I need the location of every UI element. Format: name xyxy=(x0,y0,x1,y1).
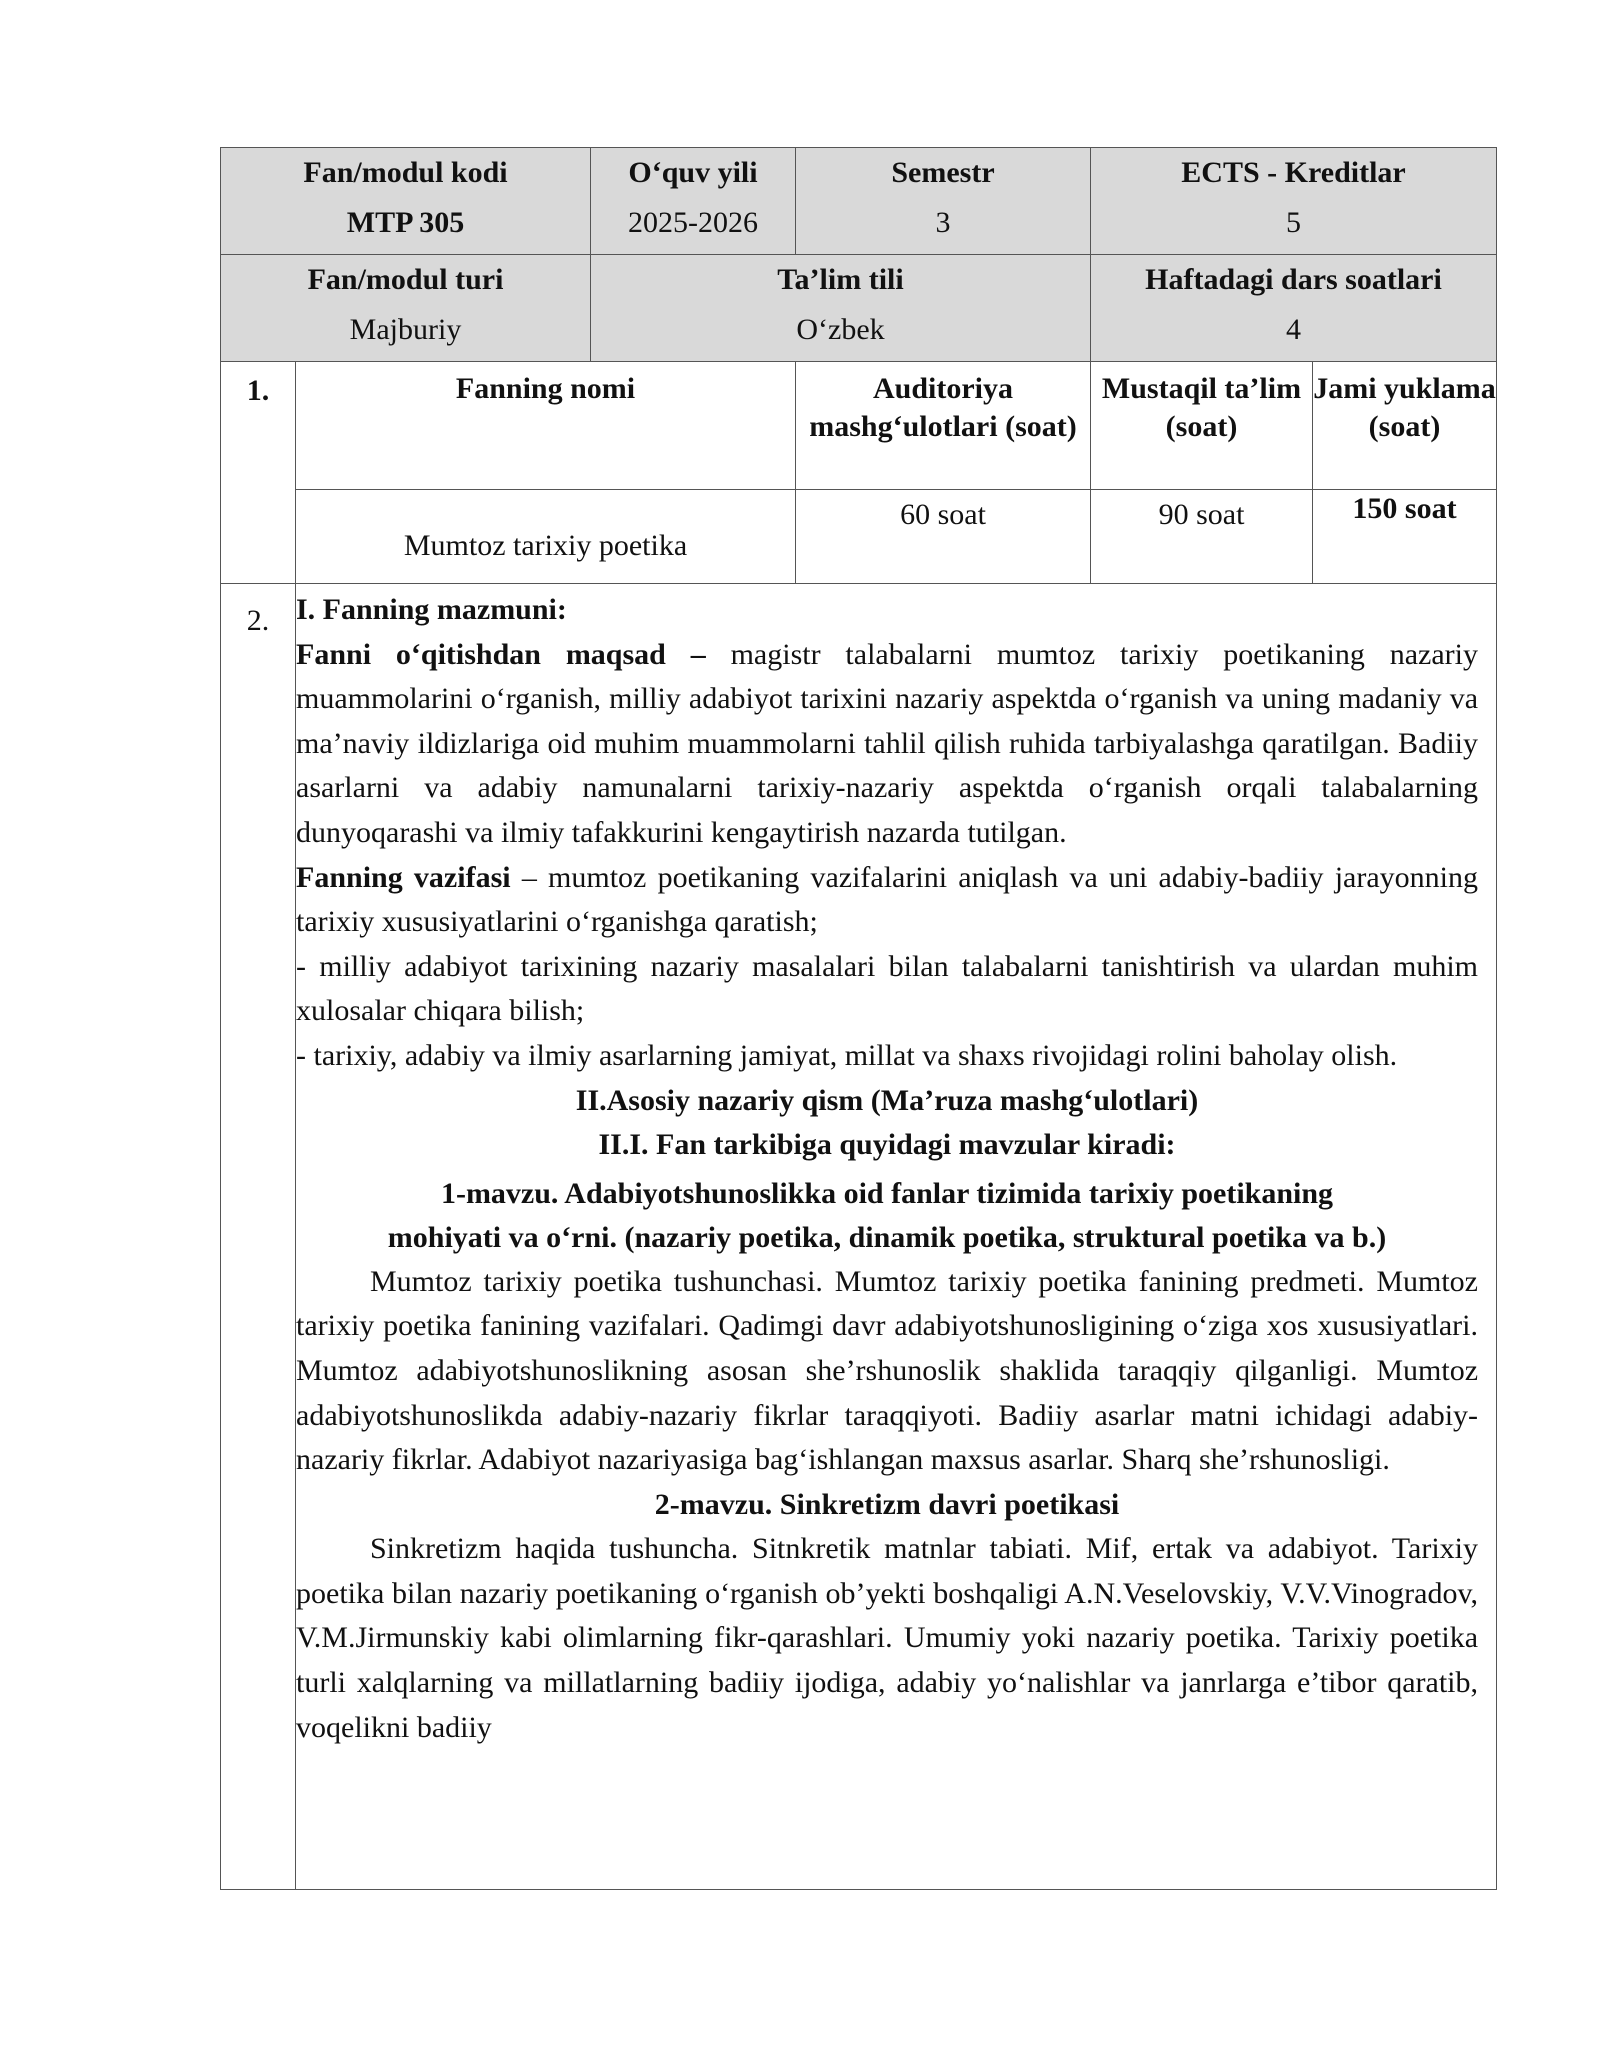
tasks-label: Fanning vazifasi xyxy=(296,860,511,894)
ects-value: 5 xyxy=(1286,206,1301,239)
row-1-values xyxy=(221,490,1497,584)
independent-study-value: 90 soat xyxy=(1091,490,1313,584)
topic-1-text: Mumtoz tarixiy poetika tushunchasi. Mumtoz tarixiy poetika fanining predmeti. Mumtoz tarixiy poetika fanining vazifalari. Qadimgi davr adabiyotshunosligining o‘ziga xos xususiyatlari. Mumtoz adabiyotshunoslikning asosan she’rshunoslik shaklida taraqqiy qilganligi. Mumtoz adabiyotshunoslikda adabiy-nazariy fikrlar taraqqiyoti. Badiiy asarlar matni ichidagi adabiy-nazariy fikrlar. Adabiyot nazariyasiga bag‘ishlangan maxsus asarlar. Sharq she’rshunosligi. xyxy=(296,1264,1479,1477)
study-year-value: 2025-2026 xyxy=(628,206,758,239)
language-value: O‘zbek xyxy=(796,313,885,346)
tasks-item-3: - tarixiy, adabiy va ilmiy asarlarning jamiyat, millat va shaxs rivojidagi rolini baholay olish. xyxy=(296,1038,1398,1072)
module-type-value: Majburiy xyxy=(349,313,462,346)
study-year-label: O‘quv yili xyxy=(628,156,758,189)
total-load-value: 150 soat xyxy=(1313,490,1497,584)
row-1-number: 1. xyxy=(221,362,296,584)
semester-label: Semestr xyxy=(891,156,995,189)
weekly-hours-value: 4 xyxy=(1286,313,1301,346)
auditorium-hours-label: Auditoriya mashg‘ulotlari (soat) xyxy=(796,362,1091,490)
cell-weekly-hours xyxy=(1091,255,1497,362)
auditorium-hours-value: 60 soat xyxy=(796,490,1091,584)
part-2-subtitle: II.I. Fan tarkibiga quyidagi mavzular kiradi: xyxy=(598,1128,1176,1162)
cell-module-code xyxy=(221,148,591,255)
cell-semester xyxy=(796,148,1091,255)
language-label: Ta’lim tili xyxy=(777,263,904,296)
topic-2-title: 2-mavzu. Sinkretizm davri poetikasi xyxy=(654,1487,1120,1521)
row-1-header xyxy=(221,362,1497,490)
module-code-value: MTP 305 xyxy=(346,206,465,239)
row-2-content xyxy=(221,584,1497,1890)
goal-text: magistr talabalarni mumtoz tarixiy poetikaning nazariy muammolarini o‘rganish, milliy adabiyot tarixini nazariy aspektda o‘rganish va uning madaniy va ma’naviy ildizlariga oid muhim muammolarni tahlil qilish ruhida tarbiyalashga qaratilgan. Badiiy asarlarni va adabiy namunalarni tarixiy-nazariy aspektda o‘rganish orqali talabalarning dunyoqarashi va ilmiy tafakkurini kengaytirish nazarda tutilgan. xyxy=(296,637,1479,849)
topic-2-text: Sinkretizm haqida tushuncha. Sitnkretik matnlar tabiati. Mif, ertak va adabiyot. Tarixiy poetika bilan nazariy poetikaning o‘rganish ob’yekti boshqaligi A.N.Veselovskiy, V.V.Vinogradov, V.M.Jirmunskiy kabi olimlarning fikr-qarashlari. Umumiy yoki nazariy poetika. Tarixiy poetika turli xalqlarning va millatlarning badiiy ijodiga, adabiy yo‘nalishlar va janrlarga e’tibor qaratib, voqelikni badiiy xyxy=(296,1532,1479,1744)
course-content xyxy=(296,584,1497,1890)
topic-1-title-line-2: mohiyati va o‘rni. (nazariy poetika, dinamik poetika, struktural poetika va b.) xyxy=(387,1220,1387,1254)
course-info-table xyxy=(220,147,1497,1890)
independent-study-label: Mustaqil ta’lim (soat) xyxy=(1091,362,1313,490)
goal-label: Fanni o‘qitishdan maqsad – xyxy=(296,637,706,671)
goal-paragraph xyxy=(296,633,1478,856)
section-title: I. Fanning mazmuni: xyxy=(296,593,567,626)
topic-1-title-line-1: 1-mavzu. Adabiyotshunoslikka oid fanlar tizimida tarixiy poetikaning xyxy=(440,1176,1334,1210)
cell-study-year xyxy=(591,148,796,255)
tasks-text: – mumtoz poetikaning vazifalarini aniqlash va uni adabiy-badiiy jarayonning tarixiy xususiyatlarini o‘rganishga qaratish; xyxy=(296,860,1479,939)
semester-value: 3 xyxy=(935,206,951,239)
cell-module-type xyxy=(221,255,591,362)
module-code-label: Fan/modul kodi xyxy=(303,156,508,189)
ects-label: ECTS - Kreditlar xyxy=(1181,156,1406,189)
weekly-hours-label: Haftadagi dars soatlari xyxy=(1145,263,1442,296)
part-2-title: II.Asosiy nazariy qism (Ma’ruza mashg‘ulotlari) xyxy=(575,1083,1199,1117)
header-row-2 xyxy=(221,255,1497,362)
header-row-1 xyxy=(221,148,1497,255)
tasks-paragraph xyxy=(296,856,1478,945)
subject-name-value: Mumtoz tarixiy poetika xyxy=(296,490,796,584)
tasks-item-2: - milliy adabiyot tarixining nazariy masalalari bilan talabalarni tanishtirish va ulardan muhim xulosalar chiqara bilish; xyxy=(296,949,1479,1028)
cell-ects xyxy=(1091,148,1497,255)
module-type-label: Fan/modul turi xyxy=(307,263,504,296)
subject-name-label: Fanning nomi xyxy=(296,362,796,490)
cell-language xyxy=(591,255,1091,362)
row-2-number: 2. xyxy=(221,584,296,1890)
total-load-label: Jami yuklama (soat) xyxy=(1313,362,1497,490)
